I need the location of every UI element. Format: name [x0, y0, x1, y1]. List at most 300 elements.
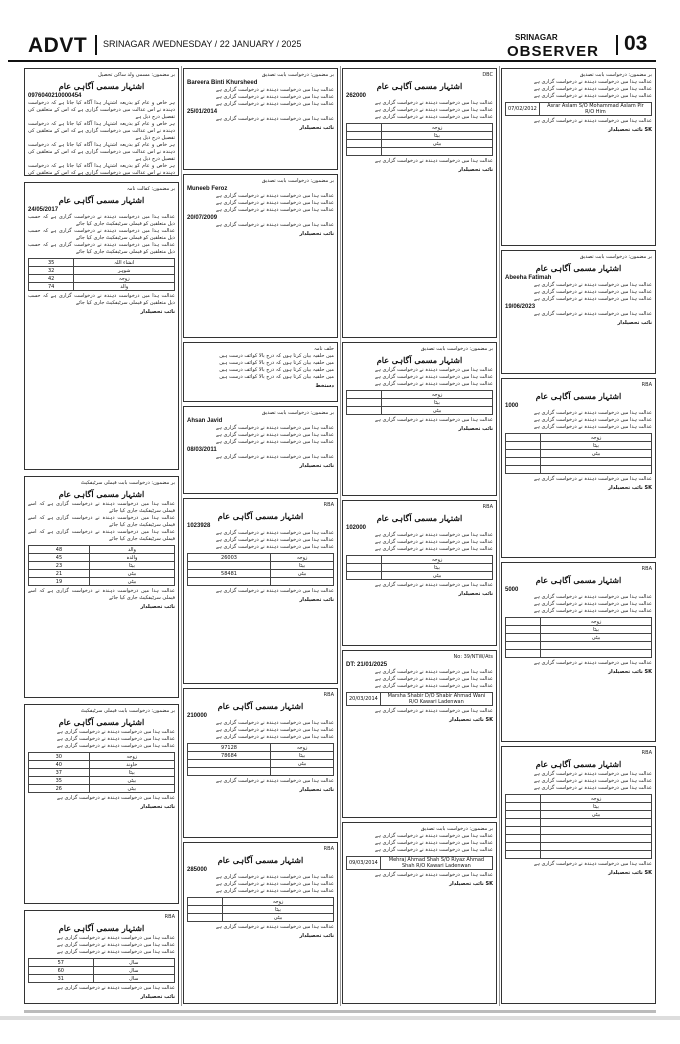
- notice: [183, 174, 338, 338]
- notice-body: عدالت ہذا میں درخواست دہندہ نے درخواست گزاری ہے: [216, 207, 334, 213]
- table-cell: 58481: [188, 570, 271, 578]
- table-cell: [506, 466, 541, 474]
- table-cell: شوہر: [74, 267, 175, 275]
- table-cell: [506, 843, 541, 851]
- table-row: [347, 857, 493, 870]
- notice-name: 210000: [187, 713, 208, 719]
- notice-body: عدالت ہذا میں درخواست دہندہ نے درخواست گزاری ہے: [534, 785, 652, 791]
- table-row: [506, 835, 652, 843]
- notice-title: اشتہار مسمی آگاہی عام: [535, 391, 622, 401]
- table-cell: [347, 140, 382, 148]
- table-cell: زوجہ: [271, 554, 334, 562]
- table-cell: زوجہ: [222, 898, 333, 906]
- notice-reference: حلف نامہ: [313, 346, 334, 352]
- notice-body: عدالت ہذا میں درخواست دہندہ نے درخواست گزاری ہے: [216, 588, 334, 594]
- page-header: [8, 30, 656, 62]
- table-row: [29, 570, 175, 578]
- notice-name: Abeeha Fatimah: [505, 275, 552, 281]
- column-3: [342, 66, 497, 1004]
- table-row: [506, 634, 652, 642]
- table-row: [188, 906, 334, 914]
- notice-signature: نائب تحصیلدار: [140, 309, 175, 315]
- notice-reference: RBA: [641, 382, 652, 388]
- notice: [183, 688, 338, 838]
- notice-name: 1023928: [187, 523, 211, 529]
- table-row: [347, 556, 493, 564]
- notice-body: ہر خاص و عام کو بذریعہ اشتہار ہذا آگاہ کیا جاتا ہے کہ درخواست دہندہ نے اس عدالت میں درخواست گزاری ہے کہ اس کے متعلقین کی تفصیل درج ذیل ہے: [28, 121, 175, 141]
- notice: [183, 842, 338, 1004]
- section-label: ADVT: [28, 34, 88, 57]
- notice-signature: SK نائب تحصیلدار: [449, 717, 493, 723]
- notice-date: DT: 21/01/2025: [346, 662, 388, 668]
- notice-body: عدالت ہذا میں درخواست دہندہ نے درخواست گزاری ہے: [534, 608, 652, 614]
- notice-body: عدالت ہذا میں درخواست دہندہ نے درخواست گزاری ہے: [216, 454, 334, 460]
- table-cell: 19: [29, 578, 90, 586]
- table-cell: [540, 819, 651, 827]
- notice-reference: بر مضمون: درخواست بابت تصدیق: [261, 72, 334, 78]
- table-cell: 32: [29, 267, 74, 275]
- notice-date: 19/06/2023: [505, 304, 536, 310]
- column-4: [501, 66, 656, 1004]
- notice-table: [505, 794, 652, 859]
- notice-body: عدالت ہذا میں درخواست دہندہ نے درخواست گزاری ہے: [375, 158, 493, 164]
- notice-body: عدالت ہذا میں درخواست دہندہ نے درخواست گزاری ہے: [534, 311, 652, 317]
- notice-body: عدالت ہذا میں درخواست دہندہ نے درخواست گزاری ہے: [534, 289, 652, 295]
- table-cell: [347, 564, 382, 572]
- notice-title: اشتہار مسمی آگاہی عام: [58, 717, 145, 727]
- table-cell: 37: [29, 769, 90, 777]
- table-cell: بیٹا: [222, 906, 333, 914]
- notice-body: عدالت ہذا میں درخواست دہندہ نے درخواست گزاری ہے: [534, 601, 652, 607]
- table-cell: [347, 556, 382, 564]
- table-cell: [540, 458, 651, 466]
- notice-reference: بر مضمون: درخواست بابت تصدیق: [420, 826, 493, 832]
- notice-reference: DBC: [482, 72, 493, 78]
- table-cell: زوجہ: [89, 753, 174, 761]
- notice-reference: بر مضمون: درخواست بابت فیملی سرٹیفکیٹ: [80, 708, 175, 714]
- notice-body: عدالت ہذا میں درخواست دہندہ نے درخواست گزاری ہے: [375, 840, 493, 846]
- table-cell: [540, 851, 651, 859]
- table-row: [188, 898, 334, 906]
- table-cell: [540, 827, 651, 835]
- table-cell: بیٹا: [89, 769, 174, 777]
- notice-signature: SK نائب تحصیلدار: [449, 881, 493, 887]
- notice-body: عدالت ہذا میں درخواست دہندہ نے درخواست گزاری ہے: [216, 537, 334, 543]
- notice-title: اشتہار مسمی آگاہی عام: [535, 759, 622, 769]
- table-row: [29, 769, 175, 777]
- notice: [183, 342, 338, 402]
- table-cell: بیٹی: [540, 634, 651, 642]
- table-row: [29, 785, 175, 793]
- notice-reference: بر مضمون: درخواست بابت تصدیق: [261, 410, 334, 416]
- table-row: [347, 693, 493, 706]
- notice-title: اشتہار مسمی آگاہی عام: [376, 355, 463, 365]
- notice-body: عدالت ہذا میں درخواست دہندہ نے درخواست گزاری ہے: [534, 861, 652, 867]
- notice-body: عدالت ہذا میں درخواست دہندہ نے درخواست گزاری ہے: [534, 424, 652, 430]
- notice-body: عدالت ہذا میں درخواست دہندہ نے درخواست گزاری ہے: [216, 200, 334, 206]
- notice-body: عدالت ہذا میں درخواست دہندہ نے درخواست گزاری ہے: [216, 924, 334, 930]
- header-divider: [616, 35, 618, 55]
- table-cell: [347, 391, 382, 399]
- notice-body: عدالت ہذا میں درخواست دہندہ نے درخواست گزاری ہے: [216, 727, 334, 733]
- notice-name: 285000: [187, 867, 208, 873]
- table-cell: والدہ: [89, 554, 174, 562]
- notice: [183, 406, 338, 494]
- notice-reference: بر مضمون: درخواست بابت تصدیق: [579, 72, 652, 78]
- notice-body: عدالت ہذا میں درخواست دہندہ نے درخواست گزاری ہے: [375, 683, 493, 689]
- notice-body: عدالت ہذا میں درخواست دہندہ نے درخواست گزاری ہے: [375, 546, 493, 552]
- notice-body: عدالت ہذا میں درخواست دہندہ نے درخواست گزاری ہے: [534, 476, 652, 482]
- table-row: [506, 650, 652, 658]
- table-cell: 35: [29, 777, 90, 785]
- table-cell: 97128: [188, 744, 271, 752]
- notice-table: [505, 433, 652, 474]
- table-row: [188, 744, 334, 752]
- table-cell: [188, 562, 271, 570]
- table-row: [188, 760, 334, 768]
- notice: [24, 704, 179, 904]
- column-rule: [499, 66, 500, 1006]
- notice-body: عدالت ہذا میں درخواست دہندہ نے درخواست گزاری ہے: [375, 100, 493, 106]
- notice-name: 5000: [505, 587, 519, 593]
- notice-body: عدالت ہذا میں درخواست دہندہ نے درخواست گزاری ہے: [216, 734, 334, 740]
- table-cell: بیٹی: [89, 785, 174, 793]
- table-cell: Marsha Shabir D/O Shabir Ahmad Wani R/O Kawari Ladenwan: [380, 693, 492, 706]
- table-cell: سال: [93, 975, 174, 983]
- notice-body: عدالت ہذا میں درخواست دہندہ نے درخواست گزاری ہے: [216, 439, 334, 445]
- notice-signature: نائب تحصیلدار: [458, 591, 493, 597]
- table-row: [347, 572, 493, 580]
- table-cell: زوجہ: [381, 556, 492, 564]
- table-cell: [381, 148, 492, 156]
- table-cell: بیٹا: [381, 399, 492, 407]
- notice: [342, 68, 497, 338]
- table-row: [347, 132, 493, 140]
- table-cell: [188, 768, 271, 776]
- notice-table: [505, 617, 652, 658]
- table-cell: بیٹی: [271, 760, 334, 768]
- table-row: [29, 975, 175, 983]
- notice-body: ہر خاص و عام کو بذریعہ اشتہار ہذا آگاہ کیا جاتا ہے کہ درخواست دہندہ نے اس عدالت میں درخواست گزاری ہے کہ اس کے متعلقین کی تفصیل درج ذیل ہے: [28, 142, 175, 162]
- notice-body: میں حلفیہ بیان کرتا ہوں کہ درج بالا کوائف درست ہیں: [219, 353, 334, 359]
- notice-signature: نائب تحصیلدار: [299, 787, 334, 793]
- table-cell: 74: [29, 283, 74, 291]
- column-rule: [340, 66, 341, 1006]
- column-rule: [181, 66, 182, 1006]
- notice-body: عدالت ہذا میں درخواست دہندہ نے درخواست گزاری ہے: [375, 676, 493, 682]
- notice-title: اشتہار مسمی آگاہی عام: [58, 923, 145, 933]
- table-cell: 45: [29, 554, 90, 562]
- notice-table: [28, 958, 175, 983]
- notice-table: [346, 555, 493, 580]
- table-cell: [347, 399, 382, 407]
- footer-band: [0, 1016, 680, 1020]
- notice-body: عدالت ہذا میں درخواست دہندہ نے درخواست گزاری ہے کہ اسے فیملی سرٹیفکیٹ جاری کیا جائے: [28, 588, 175, 601]
- table-row: [29, 546, 175, 554]
- notice-body: عدالت ہذا میں درخواست دہندہ نے درخواست گزاری ہے: [57, 942, 175, 948]
- notice-body: ہر خاص و عام کو بذریعہ اشتہار ہذا آگاہ کیا جاتا ہے کہ درخواست دہندہ نے اس عدالت میں درخواست گزاری ہے کہ اس کے متعلقین کی: [28, 163, 175, 176]
- table-cell: زوجہ: [74, 275, 175, 283]
- table-cell: [506, 450, 541, 458]
- notice-body: عدالت ہذا میں درخواست دہندہ نے درخواست گزاری ہے کہ حسب ذیل متعلقین کو فیملی سرٹیفکیٹ جاری کیا جائے: [28, 228, 175, 241]
- table-cell: بیٹی: [381, 140, 492, 148]
- table-cell: [347, 148, 382, 156]
- notice-body: عدالت ہذا میں درخواست دہندہ نے درخواست گزاری ہے: [216, 888, 334, 894]
- table-cell: [506, 851, 541, 859]
- notice-signature: نائب تحصیلدار: [458, 167, 493, 173]
- table-cell: زوجہ: [381, 124, 492, 132]
- notice-body: عدالت ہذا میں درخواست دہندہ نے درخواست گزاری ہے: [534, 93, 652, 99]
- notice-title: اشتہار مسمی آگاہی عام: [376, 81, 463, 91]
- notice-reference: RBA: [641, 750, 652, 756]
- notice-signature: نائب تحصیلدار: [299, 933, 334, 939]
- notice-body: عدالت ہذا میں درخواست دہندہ نے درخواست گزاری ہے: [534, 778, 652, 784]
- table-cell: [506, 819, 541, 827]
- notice-body: عدالت ہذا میں درخواست دہندہ نے درخواست گزاری ہے: [375, 417, 493, 423]
- table-row: [347, 391, 493, 399]
- table-cell: زوجہ: [540, 434, 651, 442]
- table-cell: بیٹا: [540, 442, 651, 450]
- table-cell: 07/02/2012: [506, 103, 540, 116]
- notice-signature: نائب تحصیلدار: [140, 604, 175, 610]
- table-row: [347, 564, 493, 572]
- notice-body: عدالت ہذا میں درخواست دہندہ نے درخواست گزاری ہے: [216, 94, 334, 100]
- notice-body: عدالت ہذا میں درخواست دہندہ نے درخواست گزاری ہے: [534, 118, 652, 124]
- table-row: [506, 827, 652, 835]
- notice: [342, 342, 497, 496]
- table-row: [29, 283, 175, 291]
- table-row: [506, 618, 652, 626]
- table-row: [188, 554, 334, 562]
- table-cell: 78684: [188, 752, 271, 760]
- notice-name: 1000: [505, 403, 519, 409]
- table-cell: بیٹی: [89, 777, 174, 785]
- table-row: [506, 851, 652, 859]
- notice-signature: نائب تحصیلدار: [140, 804, 175, 810]
- table-cell: [540, 835, 651, 843]
- table-cell: انشاء اللہ: [74, 259, 175, 267]
- table-cell: [188, 914, 223, 922]
- table-row: [506, 803, 652, 811]
- table-cell: زوجہ: [540, 795, 651, 803]
- notice: [501, 68, 656, 246]
- notice-table: [187, 553, 334, 586]
- table-row: [347, 140, 493, 148]
- table-cell: [188, 578, 271, 586]
- table-row: [506, 442, 652, 450]
- table-cell: 30: [29, 753, 90, 761]
- notice-table: [187, 743, 334, 776]
- notice-body: عدالت ہذا میں درخواست دہندہ نے درخواست گزاری ہے: [216, 222, 334, 228]
- table-cell: [540, 650, 651, 658]
- notice-reference: RBA: [323, 692, 334, 698]
- notice-body: عدالت ہذا میں درخواست دہندہ نے درخواست گزاری ہے: [57, 935, 175, 941]
- notice-signature: SK نائب تحصیلدار: [608, 669, 652, 675]
- table-cell: [347, 124, 382, 132]
- notice: [183, 68, 338, 170]
- notice-date: 08/03/2011: [187, 447, 217, 453]
- table-row: [506, 843, 652, 851]
- table-cell: Mehraj Ahmad Shah S/O Riyaz Ahmad Shah R/O Kawari Ladenwan: [380, 857, 492, 870]
- notice-reference: بر مضمون: کفالت نامہ: [126, 186, 175, 192]
- table-cell: [506, 626, 541, 634]
- notice-body: عدالت ہذا میں درخواست دہندہ نے درخواست گزاری ہے: [375, 114, 493, 120]
- notice-body: عدالت ہذا میں درخواست دہندہ نے درخواست گزاری ہے: [216, 193, 334, 199]
- table-row: [188, 768, 334, 776]
- table-row: [347, 399, 493, 407]
- notice-body: عدالت ہذا میں درخواست دہندہ نے درخواست گزاری ہے: [375, 381, 493, 387]
- notice-table: [28, 752, 175, 793]
- table-cell: 23: [29, 562, 90, 570]
- notice-signature: دستخط: [315, 383, 334, 389]
- table-cell: بیٹا: [381, 132, 492, 140]
- table-cell: [540, 843, 651, 851]
- table-cell: 60: [29, 967, 94, 975]
- table-cell: [506, 803, 541, 811]
- table-row: [506, 458, 652, 466]
- page-number: 03: [624, 32, 648, 55]
- notice: [342, 650, 497, 818]
- notice-body: عدالت ہذا میں درخواست دہندہ نے درخواست گزاری ہے کہ حسب ذیل متعلقین کو فیملی سرٹیفکیٹ جاری کیا جائے: [28, 214, 175, 227]
- notice: [183, 498, 338, 684]
- table-row: [29, 578, 175, 586]
- notice-body: عدالت ہذا میں درخواست دہندہ نے درخواست گزاری ہے کہ اسے فیملی سرٹیفکیٹ جاری کیا جائے: [28, 529, 175, 542]
- table-cell: بیٹا: [271, 752, 334, 760]
- notice-title: اشتہار مسمی آگاہی عام: [376, 513, 463, 523]
- table-cell: [188, 906, 223, 914]
- table-cell: 20/03/2014: [347, 693, 381, 706]
- table-cell: [347, 132, 382, 140]
- table-cell: 48: [29, 546, 90, 554]
- notice: [342, 822, 497, 1004]
- notice-body: عدالت ہذا میں درخواست دہندہ نے درخواست گزاری ہے: [57, 736, 175, 742]
- table-row: [29, 259, 175, 267]
- notice-body: عدالت ہذا میں درخواست دہندہ نے درخواست گزاری ہے: [534, 594, 652, 600]
- table-cell: [540, 466, 651, 474]
- table-row: [506, 466, 652, 474]
- notice-body: عدالت ہذا میں درخواست دہندہ نے درخواست گزاری ہے: [534, 417, 652, 423]
- notice-body: عدالت ہذا میں درخواست دہندہ نے درخواست گزاری ہے: [216, 720, 334, 726]
- notice-body: عدالت ہذا میں درخواست دہندہ نے درخواست گزاری ہے: [216, 881, 334, 887]
- notice-body: عدالت ہذا میں درخواست دہندہ نے درخواست گزاری ہے: [375, 582, 493, 588]
- notice-name: 262000: [346, 93, 367, 99]
- table-cell: والد: [74, 283, 175, 291]
- notice-body: عدالت ہذا میں درخواست دہندہ نے درخواست گزاری ہے: [375, 539, 493, 545]
- notice-reference: RBA: [164, 914, 175, 920]
- table-cell: بیٹی: [540, 450, 651, 458]
- notice-name: Muneeb Feroz: [187, 186, 228, 192]
- table-cell: 57: [29, 959, 94, 967]
- table-cell: 40: [29, 761, 90, 769]
- table-cell: [506, 458, 541, 466]
- notice: [342, 500, 497, 646]
- table-cell: بیٹی: [89, 570, 174, 578]
- notice-table: [346, 123, 493, 156]
- notice-body: عدالت ہذا میں درخواست دہندہ نے درخواست گزاری ہے: [534, 410, 652, 416]
- table-cell: Asrar Aslam S/O Mohammad Aslam Pir R/O Him: [539, 103, 651, 116]
- notice-body: عدالت ہذا میں درخواست دہندہ نے درخواست گزاری ہے کہ حسب ذیل متعلقین کو فیملی سرٹیفکیٹ جاری کیا جائے: [28, 242, 175, 255]
- notice-body: عدالت ہذا میں درخواست دہندہ نے درخواست گزاری ہے: [216, 116, 334, 122]
- table-row: [506, 819, 652, 827]
- notice-table: [28, 545, 175, 586]
- notice-body: عدالت ہذا میں درخواست دہندہ نے درخواست گزاری ہے: [216, 874, 334, 880]
- notice-body: عدالت ہذا میں درخواست دہندہ نے درخواست گزاری ہے: [57, 985, 175, 991]
- notice-body: عدالت ہذا میں درخواست دہندہ نے درخواست گزاری ہے: [534, 86, 652, 92]
- table-cell: بیٹی: [540, 811, 651, 819]
- notice-body: میں حلفیہ بیان کرتا ہوں کہ درج بالا کوائف درست ہیں: [219, 374, 334, 380]
- notice: [24, 68, 179, 176]
- notice-name: Bareera Binti Khursheed: [187, 80, 258, 86]
- notice: [501, 746, 656, 1004]
- notice-title: اشتہار مسمی آگاہی عام: [58, 81, 145, 91]
- notice-body: عدالت ہذا میں درخواست دہندہ نے درخواست گزاری ہے: [216, 87, 334, 93]
- table-row: [506, 795, 652, 803]
- notice-body: عدالت ہذا میں درخواست دہندہ نے درخواست گزاری ہے: [375, 708, 493, 714]
- table-row: [188, 570, 334, 578]
- table-cell: [188, 898, 223, 906]
- table-row: [29, 967, 175, 975]
- dateline: SRINAGAR /WEDNESDAY / 22 JANUARY / 2025: [103, 39, 302, 49]
- notice-body: عدالت ہذا میں درخواست دہندہ نے درخواست گزاری ہے: [534, 660, 652, 666]
- table-row: [29, 777, 175, 785]
- table-cell: زوجہ: [271, 744, 334, 752]
- notice-name: 0976040210000454: [28, 93, 82, 99]
- table-cell: سال: [93, 959, 174, 967]
- notice-name: 102000: [346, 525, 367, 531]
- notice-date: 20/07/2009: [187, 215, 218, 221]
- notice-table: [346, 856, 493, 870]
- table-cell: [506, 618, 541, 626]
- footer-rule: [24, 1010, 656, 1013]
- notice-reference: RBA: [482, 504, 493, 510]
- notice-body: عدالت ہذا میں درخواست دہندہ نے درخواست گزاری ہے کہ اسے فیملی سرٹیفکیٹ جاری کیا جائے: [28, 515, 175, 528]
- table-cell: بیٹا: [89, 562, 174, 570]
- table-row: [347, 148, 493, 156]
- notice-signature: SK نائب تحصیلدار: [608, 870, 652, 876]
- notice-body: عدالت ہذا میں درخواست دہندہ نے درخواست گزاری ہے: [375, 833, 493, 839]
- notice-body: عدالت ہذا میں درخواست دہندہ نے درخواست گزاری ہے کہ اسے فیملی سرٹیفکیٹ جاری کیا جائے: [28, 501, 175, 514]
- notice-body: عدالت ہذا میں درخواست دہندہ نے درخواست گزاری ہے: [534, 79, 652, 85]
- notice-body: عدالت ہذا میں درخواست دہندہ نے درخواست گزاری ہے: [57, 729, 175, 735]
- notice-reference: بر مضمون: درخواست بابت تصدیق: [420, 346, 493, 352]
- notice-signature: نائب تحصیلدار: [299, 231, 334, 237]
- table-cell: 09/03/2014: [347, 857, 381, 870]
- table-cell: زوجہ: [381, 391, 492, 399]
- notice: [501, 378, 656, 558]
- table-cell: 21: [29, 570, 90, 578]
- table-row: [188, 578, 334, 586]
- notice-table: [346, 390, 493, 415]
- masthead-title: OBSERVER: [507, 43, 599, 60]
- notice-signature: نائب تحصیلدار: [140, 994, 175, 1000]
- notice-body: عدالت ہذا میں درخواست دہندہ نے درخواست گزاری ہے: [375, 107, 493, 113]
- notice-date: 25/01/2014: [187, 109, 218, 115]
- table-cell: 26: [29, 785, 90, 793]
- notice-signature: نائب تحصیلدار: [299, 597, 334, 603]
- table-row: [506, 642, 652, 650]
- table-cell: بیٹی: [222, 914, 333, 922]
- notice-body: میں حلفیہ بیان کرتا ہوں کہ درج بالا کوائف درست ہیں: [219, 360, 334, 366]
- notice-signature: SK نائب تحصیلدار: [608, 127, 652, 133]
- table-cell: سال: [93, 967, 174, 975]
- notice-name: Ahsan Javid: [187, 418, 223, 424]
- notice-title: اشتہار مسمی آگاہی عام: [58, 195, 145, 205]
- notice: [24, 182, 179, 470]
- notice-body: عدالت ہذا میں درخواست دہندہ نے درخواست گزاری ہے: [534, 296, 652, 302]
- notice-signature: نائب تحصیلدار: [299, 463, 334, 469]
- notice-body: عدالت ہذا میں درخواست دہندہ نے درخواست گزاری ہے: [375, 532, 493, 538]
- notice-body: عدالت ہذا میں درخواست دہندہ نے درخواست گزاری ہے: [375, 847, 493, 853]
